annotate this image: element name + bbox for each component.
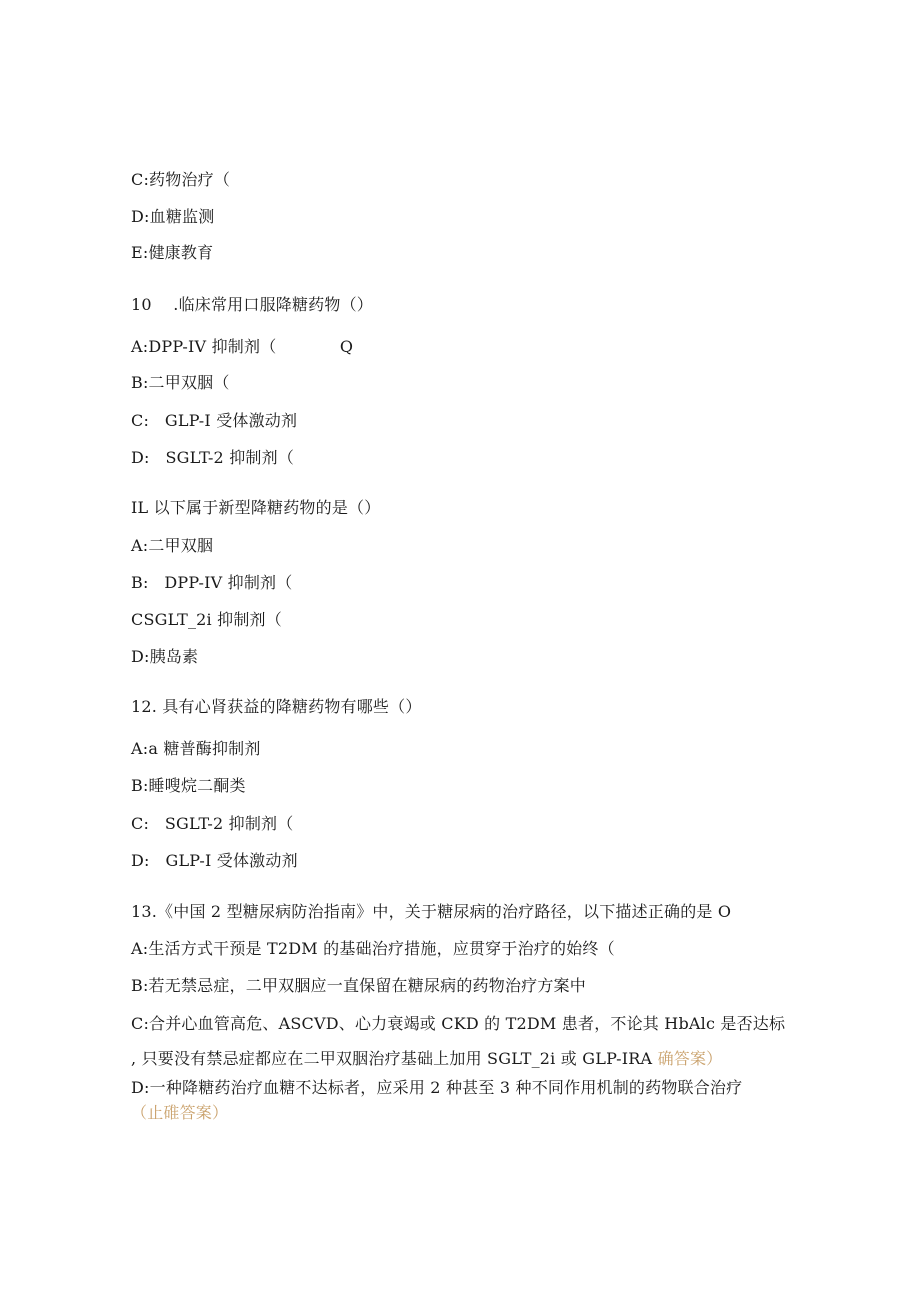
option-line: , 只要没有禁忌症都应在二甲双胭治疗基础上加用 SGLT_2i 或 GLP-IRA 确答案）: [131, 1049, 723, 1068]
option-line: D: GLP-I 受体激动剂: [131, 851, 298, 870]
option-line: E:健康教育: [131, 243, 214, 262]
option-line: B:二甲双胭（: [131, 373, 230, 392]
option-line: A:生活方式干预是 T2DM 的基础治疗措施，应贯穿于治疗的始终（: [131, 939, 615, 958]
option-line: C: GLP-I 受体激动剂: [131, 411, 298, 430]
option-line: A:二甲双胭: [131, 536, 214, 555]
option-line: A:a 糖普酶抑制剂: [131, 739, 261, 758]
option-line: C:合并心血管高危、ASCVD、心力衰竭或 CKD 的 T2DM 患者，不论其 HbAlc 是否达标: [131, 1014, 786, 1033]
answer-mark: 确答案）: [657, 1049, 723, 1068]
question-line: 10 .临床常用口服降糖药物（）: [131, 295, 373, 314]
option-line: C: SGLT-2 抑制剂（: [131, 814, 294, 833]
question-line: 12. 具有心肾获益的降糖药物有哪些（）: [131, 697, 422, 716]
option-line: CSGLT_2i 抑制剂（: [131, 610, 282, 629]
option-line: [131, 1103, 228, 1123]
question-line: IL 以下属于新型降糖药物的是（）: [131, 498, 381, 517]
option-line: B: DPP-IV 抑制剂（: [131, 573, 293, 592]
option-line: D:血糖监测: [131, 207, 215, 226]
option-line: D: SGLT-2 抑制剂（: [131, 448, 295, 467]
option-line: D:胰岛素: [131, 647, 199, 666]
question-line: 13.《中国 2 型糖尿病防治指南》中，关于糖尿病的治疗路径，以下描述正确的是 O: [131, 902, 732, 921]
option-line: C:药物治疗（: [131, 170, 231, 189]
option-line: A:DPP-IV 抑制剂（ Q: [131, 337, 354, 356]
answer-mark: （止碓答案）: [131, 1103, 229, 1122]
option-line: B:若无禁忌症，二甲双胭应一直保留在糖尿病的药物治疗方案中: [131, 976, 586, 995]
option-line: D:一种降糖药治疗血糖不达标者，应采用 2 种甚至 3 种不同作用机制的药物联合治疗: [131, 1078, 743, 1097]
option-line: B:睡嗖烷二酮类: [131, 776, 246, 795]
